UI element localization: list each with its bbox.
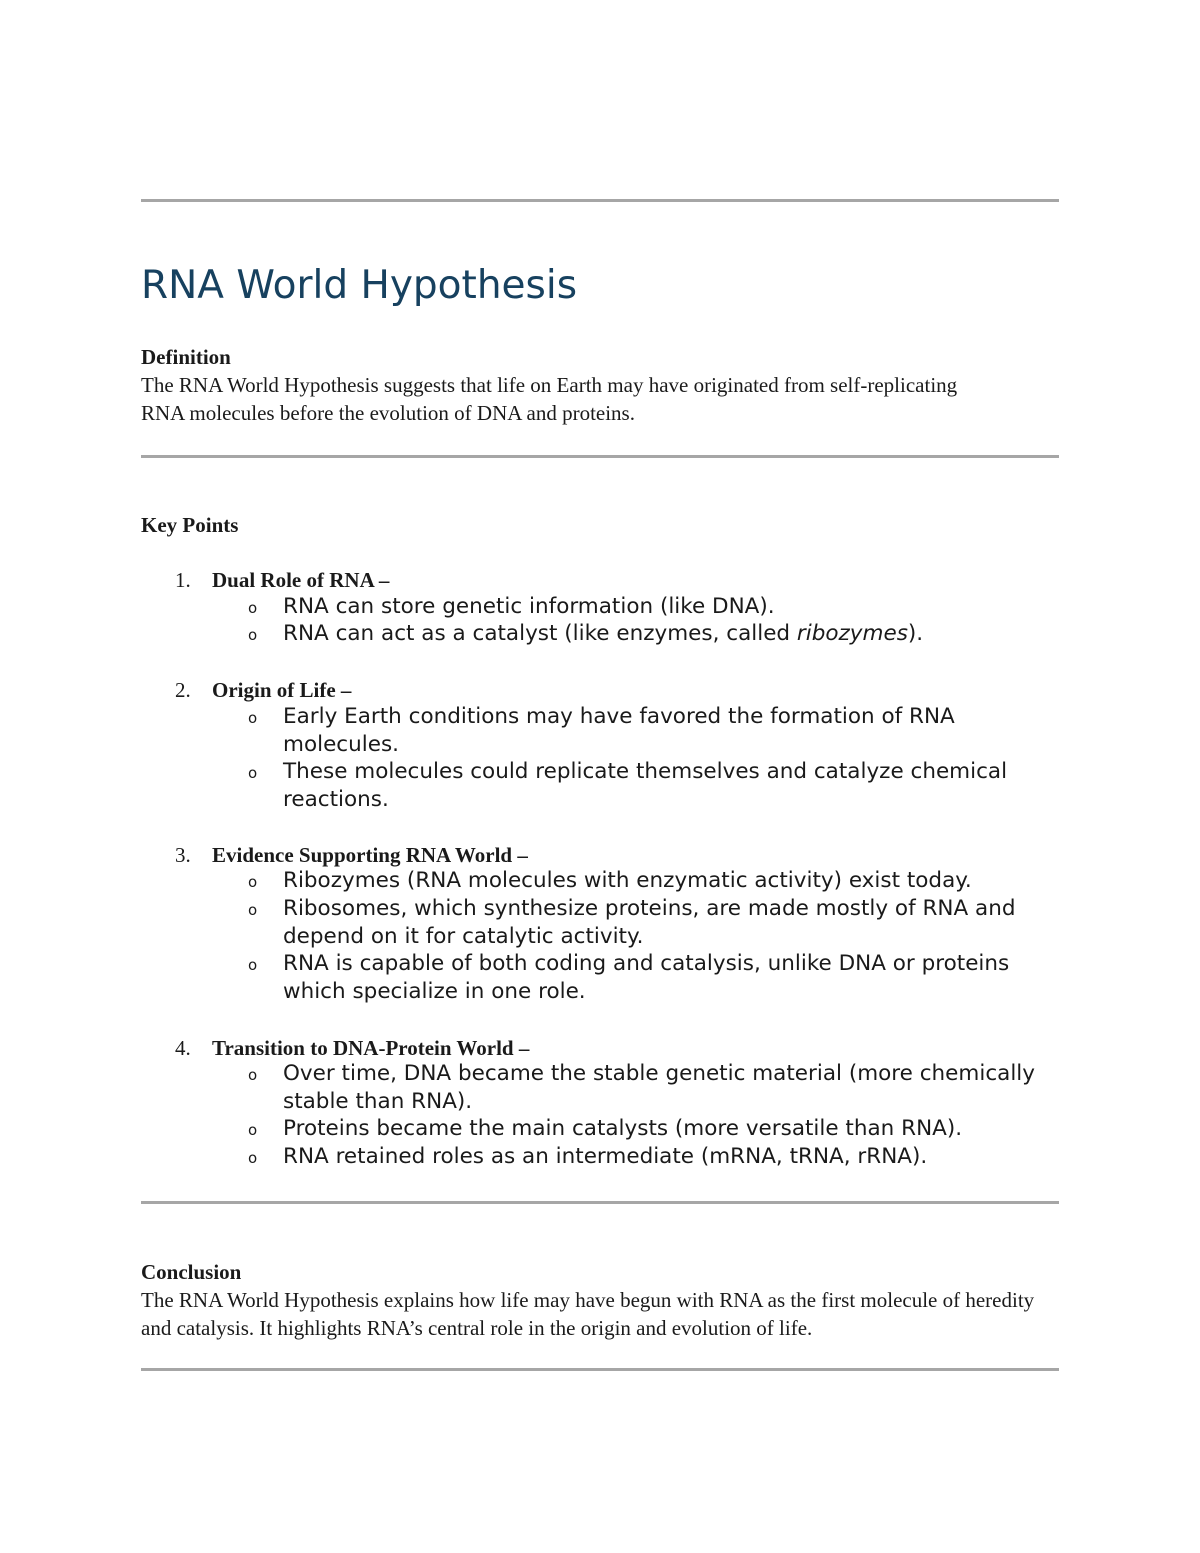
key-point-2-title <box>175 676 351 704</box>
list-item <box>248 867 1038 895</box>
key-point-title: Dual Role of RNA – <box>212 568 390 592</box>
list-item <box>248 620 1038 648</box>
key-point-3-title <box>175 841 528 869</box>
conclusion-heading: Conclusion <box>141 1260 242 1284</box>
key-point-number: 3. <box>175 843 191 867</box>
key-point-1-title <box>175 566 389 594</box>
divider-after-key-points <box>141 1201 1059 1204</box>
key-points-heading: Key Points <box>141 513 239 537</box>
bullet-text: Over time, DNA became the stable genetic material (more chemically stable than RNA). <box>283 1061 1035 1114</box>
key-point-title: Origin of Life – <box>212 678 352 702</box>
bullet-text: Early Earth conditions may have favored the formation of RNA molecules. <box>283 704 955 757</box>
list-item <box>248 950 1038 1005</box>
ribozymes-term: ribozymes <box>796 621 908 646</box>
bullet-marker: o <box>248 1121 258 1139</box>
key-point-title: Evidence Supporting RNA World – <box>212 843 528 867</box>
key-point-title: Transition to DNA-Protein World – <box>212 1036 530 1060</box>
bullet-text: Ribosomes, which synthesize proteins, are made mostly of RNA and depend on it for catalytic activity. <box>283 896 1016 949</box>
bullet-marker: o <box>248 1149 258 1167</box>
bullet-marker: o <box>248 873 258 891</box>
conclusion-section <box>141 1258 1059 1342</box>
bullet-marker: o <box>248 901 258 919</box>
bullet-text-part: ). <box>907 621 924 646</box>
bullet-marker: o <box>248 1066 258 1084</box>
bullet-marker: o <box>248 599 258 617</box>
bullet-marker: o <box>248 764 258 782</box>
list-item <box>248 1060 1038 1115</box>
bullet-text: Ribozymes (RNA molecules with enzymatic activity) exist today. <box>283 868 972 893</box>
list-item <box>248 1115 1038 1143</box>
bullet-text: RNA can store genetic information (like DNA). <box>283 594 775 619</box>
definition-section <box>141 343 1059 427</box>
divider-bottom <box>141 1368 1059 1371</box>
bullet-text: Proteins became the main catalysts (more versatile than RNA). <box>283 1116 963 1141</box>
key-point-4-title <box>175 1034 529 1062</box>
divider-after-definition <box>141 455 1059 458</box>
bullet-marker: o <box>248 956 258 974</box>
bullet-marker: o <box>248 709 258 727</box>
page-title: RNA World Hypothesis <box>141 263 578 308</box>
list-item <box>248 1143 1038 1171</box>
bullet-text: RNA is capable of both coding and catalysis, unlike DNA or proteins which specialize in one role. <box>283 951 1010 1004</box>
bullet-text: These molecules could replicate themselves and catalyze chemical reactions. <box>283 759 1008 812</box>
list-item <box>248 593 1038 621</box>
bullet-text: RNA retained roles as an intermediate (mRNA, tRNA, rRNA). <box>283 1144 928 1169</box>
key-point-number: 4. <box>175 1036 191 1060</box>
bullet-marker: o <box>248 626 258 644</box>
conclusion-text: The RNA World Hypothesis explains how life may have begun with RNA as the first molecule of heredity and catalysis. It highlights RNA’s central role in the origin and evolution of life. <box>141 1288 1035 1340</box>
key-point-number: 2. <box>175 678 191 702</box>
definition-text: The RNA World Hypothesis suggests that life on Earth may have originated from self-replicating RNA molecules before the evolution of DNA and proteins. <box>141 373 958 425</box>
key-point-number: 1. <box>175 568 191 592</box>
bullet-text-part: RNA can act as a catalyst (like enzymes, called <box>283 621 797 646</box>
list-item <box>248 895 1038 950</box>
divider-top <box>141 199 1059 202</box>
definition-heading: Definition <box>141 345 231 369</box>
bullet-text <box>283 620 1038 648</box>
list-item <box>248 758 1038 813</box>
list-item <box>248 703 1038 758</box>
